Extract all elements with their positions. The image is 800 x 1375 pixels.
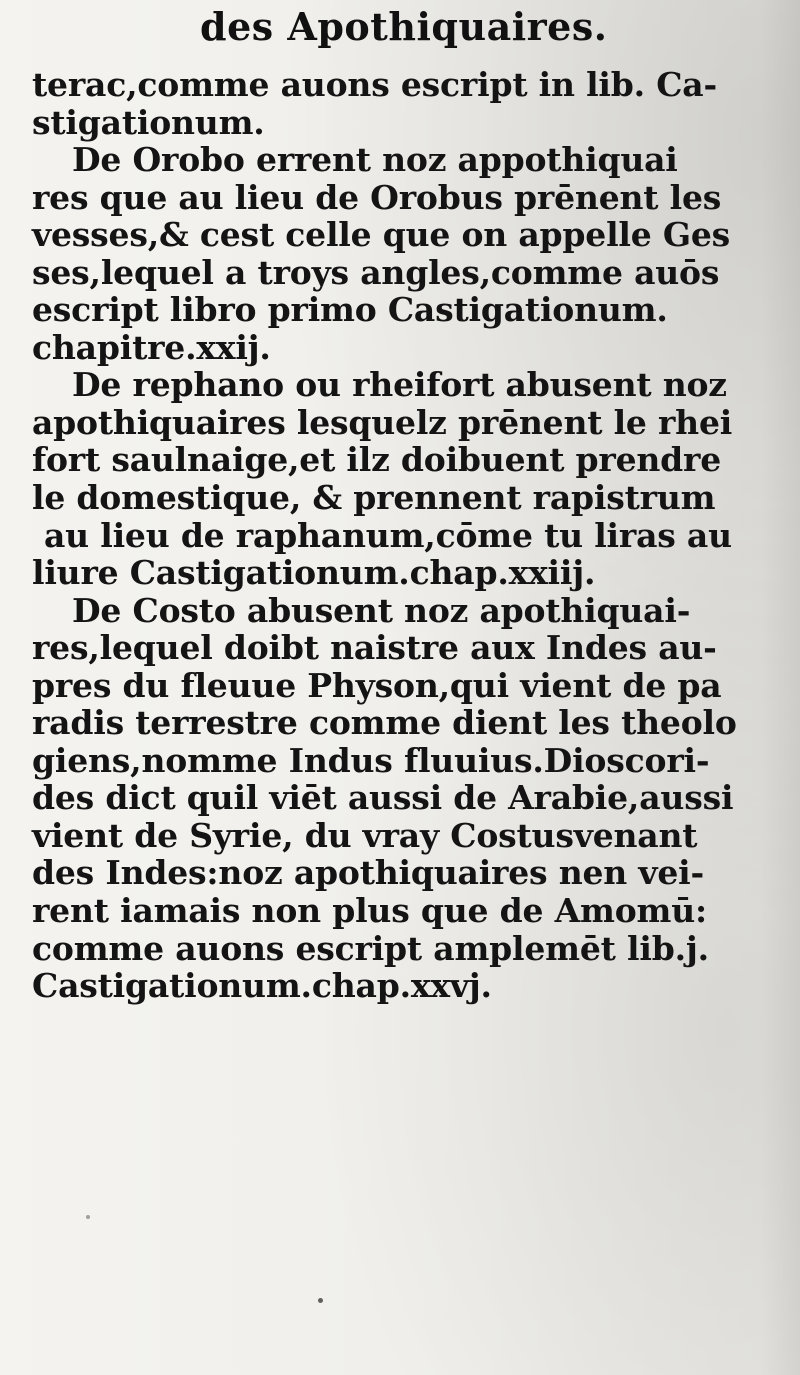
text-line: des dict quil viēt aussi de Arabie,aussi bbox=[32, 778, 734, 818]
text-line: le domestique, & prennent rapistrum bbox=[32, 478, 716, 518]
ink-speck bbox=[318, 1298, 323, 1303]
text-line: Castigationum.chap.xxvj. bbox=[32, 966, 492, 1006]
text-line: des Indes:noz apothiquaires nen vei- bbox=[32, 853, 704, 893]
text-line: ses,lequel a troys angles,comme auōs bbox=[32, 252, 720, 292]
text-line: vesses,& cest celle que on appelle Ges bbox=[32, 215, 731, 255]
text-line: radis terrestre comme dient les theolo bbox=[32, 703, 737, 743]
text-line: terac,comme auons escript in lib. Ca- bbox=[32, 65, 717, 104]
text-line: comme auons escript amplemēt lib.j. bbox=[32, 928, 709, 968]
text-line: giens,nomme Indus fluuius.Dioscori- bbox=[32, 740, 710, 780]
paragraph-start-line: De Costo abusent noz apothiquai- bbox=[72, 590, 691, 630]
text-line: pres du fleuue Physon,qui vient de pa bbox=[32, 665, 722, 705]
text-line: fort saulnaige,et ilz doibuent prendre bbox=[32, 440, 722, 480]
text-line: apothiquaires lesquelz prēnent le rhei bbox=[32, 402, 733, 442]
text-block bbox=[32, 65, 737, 1006]
text-line: vient de Syrie, du vray Costusvenant bbox=[32, 815, 698, 855]
running-head: des Apothiquaires. bbox=[200, 4, 608, 49]
text-line: res,lequel doibt naistre aux Indes au- bbox=[32, 628, 717, 668]
paragraph-start-line: De rephano ou rheifort abusent noz bbox=[72, 365, 727, 405]
paragraph-start-line: De Orobo errent noz appothiquai bbox=[72, 140, 678, 180]
page-edge-shadow bbox=[760, 0, 800, 1375]
text-line: stigationum. bbox=[32, 102, 265, 142]
text-line: au lieu de raphanum,cōme tu liras au bbox=[44, 515, 732, 555]
text-line: liure Castigationum.chap.xxiij. bbox=[32, 553, 596, 593]
text-line: chapitre.xxij. bbox=[32, 327, 271, 367]
text-line: res que au lieu de Orobus prēnent les bbox=[32, 177, 722, 217]
text-line: rent iamais non plus que de Amomū: bbox=[32, 891, 708, 931]
text-line: escript libro primo Castigationum. bbox=[32, 290, 668, 330]
ink-speck bbox=[86, 1215, 90, 1219]
